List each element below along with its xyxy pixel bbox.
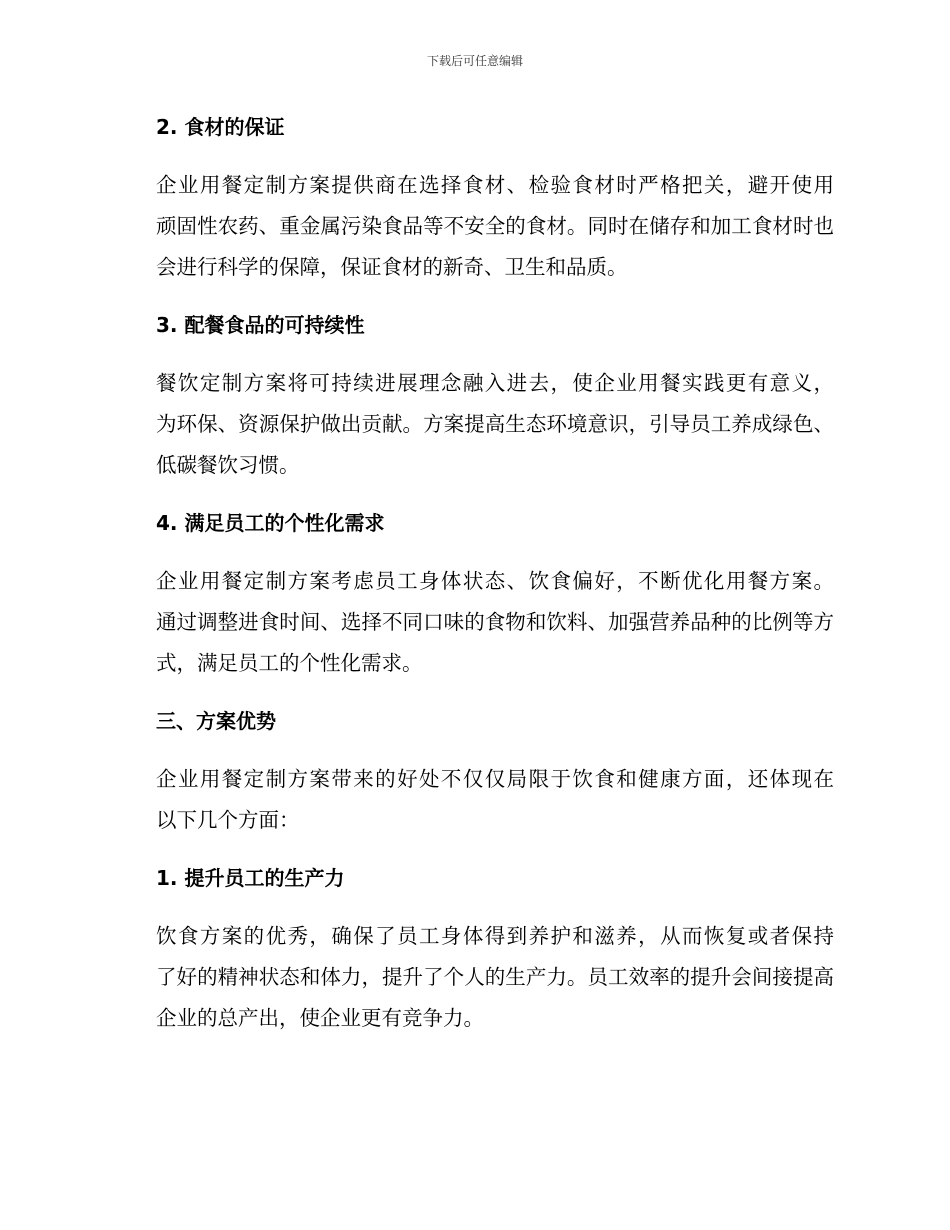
paragraph-line: 会进行科学的保障，保证食材的新奇、卫生和品质。 (156, 255, 628, 279)
section-heading-sustainability: 3. 配餐食品的可持续性 (156, 313, 365, 337)
paragraph-line: 企业用餐定制方案考虑员工身体状态、饮食偏好，不断优化用餐方案。 (156, 569, 834, 593)
paragraph-line: 低碳餐饮习惯。 (156, 453, 300, 477)
section-heading-advantages: 三、方案优势 (156, 709, 276, 733)
paragraph-line: 餐饮定制方案将可持续进展理念融入进去，使企业用餐实践更有意义， (156, 371, 834, 395)
paragraph-line: 了好的精神状态和体力，提升了个人的生产力。员工效率的提升会间接提高 (156, 965, 834, 989)
section-heading-ingredients: 2. 食材的保证 (156, 115, 285, 139)
paragraph-productivity (112, 916, 834, 1039)
section-heading-personalization: 4. 满足员工的个性化需求 (156, 511, 385, 535)
paragraph-line: 顽固性农药、重金属污染食品等不安全的食材。同时在储存和加工食材时也 (156, 214, 834, 238)
paragraph-line: 企业的总产出，使企业更有竞争力。 (156, 1006, 484, 1030)
paragraph-line: 以下几个方面： (156, 808, 300, 832)
paragraph-line: 式，满足员工的个性化需求。 (156, 651, 423, 675)
paragraph-personalization (112, 561, 834, 684)
paragraph-line: 企业用餐定制方案提供商在选择食材、检验食材时严格把关，避开使用 (156, 173, 834, 197)
paragraph-advantages (112, 759, 834, 841)
section-heading-productivity: 1. 提升员工的生产力 (156, 866, 345, 890)
document-body (112, 108, 834, 1057)
paragraph-line: 企业用餐定制方案带来的好处不仅仅局限于饮食和健康方面，还体现在 (156, 767, 834, 791)
page-header: 下载后可任意编辑 (426, 54, 523, 68)
paragraph-line: 通过调整进食时间、选择不同口味的食物和饮料、加强营养品种的比例等方 (156, 610, 834, 634)
paragraph-line: 饮食方案的优秀，确保了员工身体得到养护和滋养，从而恢复或者保持 (156, 924, 834, 948)
paragraph-sustainability (112, 363, 834, 486)
paragraph-ingredients (112, 165, 834, 288)
paragraph-line: 为环保、资源保护做出贡献。方案提高生态环境意识，引导员工养成绿色、 (156, 412, 834, 436)
